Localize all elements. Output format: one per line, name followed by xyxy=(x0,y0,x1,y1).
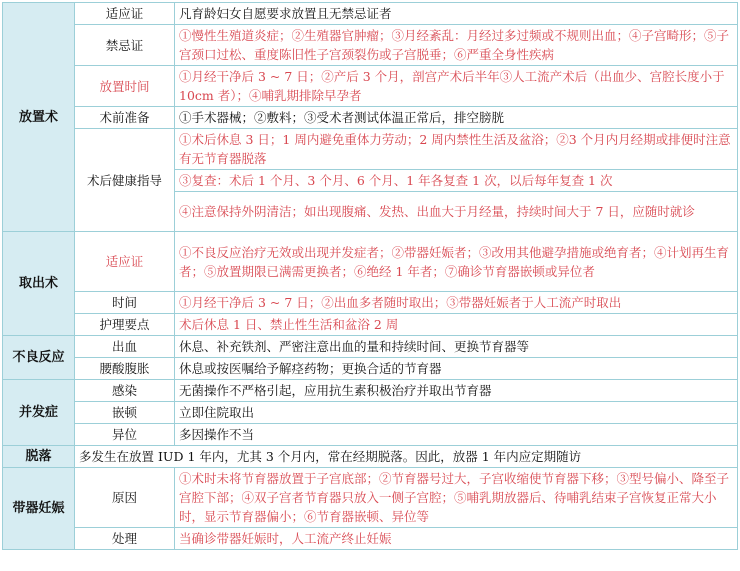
row-content: 当确诊带器妊娠时，人工流产终止妊娠 xyxy=(175,528,738,550)
table-row xyxy=(3,292,738,314)
row-content: ③复查：术后 1 个月、3 个月、6 个月、1 年各复查 1 次，以后每年复查 1 次 xyxy=(175,170,738,192)
row-content: 立即住院取出 xyxy=(175,402,738,424)
row-label: 适应证 xyxy=(75,3,175,25)
table-row xyxy=(3,380,738,402)
section-title-removal: 取出术 xyxy=(3,232,75,336)
table-row xyxy=(3,528,738,550)
table-row xyxy=(3,232,738,292)
row-content: ①不良反应治疗无效或出现并发症者；②带器妊娠者；③改用其他避孕措施或绝育者；④计划再生育者；⑤放置期限已满需更换者；⑥绝经 1 年者；⑦确诊节育器嵌顿或异位者 xyxy=(175,232,738,292)
table-row xyxy=(3,129,738,170)
table-row xyxy=(3,3,738,25)
table-row xyxy=(3,107,738,129)
row-label: 处理 xyxy=(75,528,175,550)
table-row xyxy=(3,446,738,468)
row-label: 腰酸腹胀 xyxy=(75,358,175,380)
row-content: 术后休息 1 日、禁止性生活和盆浴 2 周 xyxy=(175,314,738,336)
row-content: 休息、补充铁剂、严密注意出血的量和持续时间、更换节育器等 xyxy=(175,336,738,358)
table-row xyxy=(3,66,738,107)
row-label: 适应证 xyxy=(75,232,175,292)
section-title-expulsion: 脱落 xyxy=(3,446,75,468)
row-content: 多发生在放置 IUD 1 年内，尤其 3 个月内，常在经期脱落。因此，放器 1 年内应定期随访 xyxy=(75,446,738,468)
section-title-pregnancy-with-iud: 带器妊娠 xyxy=(3,468,75,550)
row-content: ①慢性生殖道炎症；②生殖器官肿瘤；③月经紊乱：月经过多过频或不规则出血；④子宫畸形；⑤子宫颈口过松、重度陈旧性子宫颈裂伤或子宫脱垂；⑥严重全身性疾病 xyxy=(175,25,738,66)
row-label: 异位 xyxy=(75,424,175,446)
row-content: 休息或按医嘱给予解痉药物；更换合适的节育器 xyxy=(175,358,738,380)
table-row xyxy=(3,402,738,424)
row-content: 多因操作不当 xyxy=(175,424,738,446)
row-label: 放置时间 xyxy=(75,66,175,107)
table-row xyxy=(3,314,738,336)
table-row xyxy=(3,25,738,66)
section-title-insertion: 放置术 xyxy=(3,3,75,232)
row-label: 原因 xyxy=(75,468,175,528)
row-label: 感染 xyxy=(75,380,175,402)
row-content: ①术时未将节育器放置于子宫底部；②节育器号过大，子宫收缩使节育器下移；③型号偏小、降至子宫腔下部；④双子宫者节育器只放入一侧子宫腔；⑤哺乳期放器后、待哺乳结束子宫恢复正常大小时，显示节育器偏小；⑥节育器嵌顿、异位等 xyxy=(175,468,738,528)
row-content: ①月经干净后 3 ~ 7 日；②产后 3 个月，剖宫产术后半年③人工流产术后（出血少、宫腔长度小于 10cm 者）；④哺乳期排除早孕者 xyxy=(175,66,738,107)
row-label: 时间 xyxy=(75,292,175,314)
contraception-table xyxy=(2,2,738,550)
table-row xyxy=(3,358,738,380)
row-label: 禁忌证 xyxy=(75,25,175,66)
row-content: ①月经干净后 3 ~ 7 日；②出血多者随时取出；③带器妊娠者于人工流产时取出 xyxy=(175,292,738,314)
row-label: 术后健康指导 xyxy=(75,129,175,232)
section-title-adverse-reactions: 不良反应 xyxy=(3,336,75,380)
row-label: 护理要点 xyxy=(75,314,175,336)
section-title-complications: 并发症 xyxy=(3,380,75,446)
row-label: 出血 xyxy=(75,336,175,358)
row-label: 术前准备 xyxy=(75,107,175,129)
row-content: ④注意保持外阴清洁；如出现腹痛、发热、出血大于月经量，持续时间大于 7 日，应随时就诊 xyxy=(175,192,738,232)
row-content: 凡育龄妇女自愿要求放置且无禁忌证者 xyxy=(175,3,738,25)
row-content: ①手术器械；②敷料；③受术者测试体温正常后，排空膀胱 xyxy=(175,107,738,129)
table-row xyxy=(3,468,738,528)
row-content: ①术后休息 3 日；1 周内避免重体力劳动；2 周内禁性生活及盆浴；②3 个月内月经期或排便时注意有无节育器脱落 xyxy=(175,129,738,170)
row-label: 嵌顿 xyxy=(75,402,175,424)
table-row xyxy=(3,424,738,446)
row-content: 无菌操作不严格引起，应用抗生素积极治疗并取出节育器 xyxy=(175,380,738,402)
table-row xyxy=(3,336,738,358)
